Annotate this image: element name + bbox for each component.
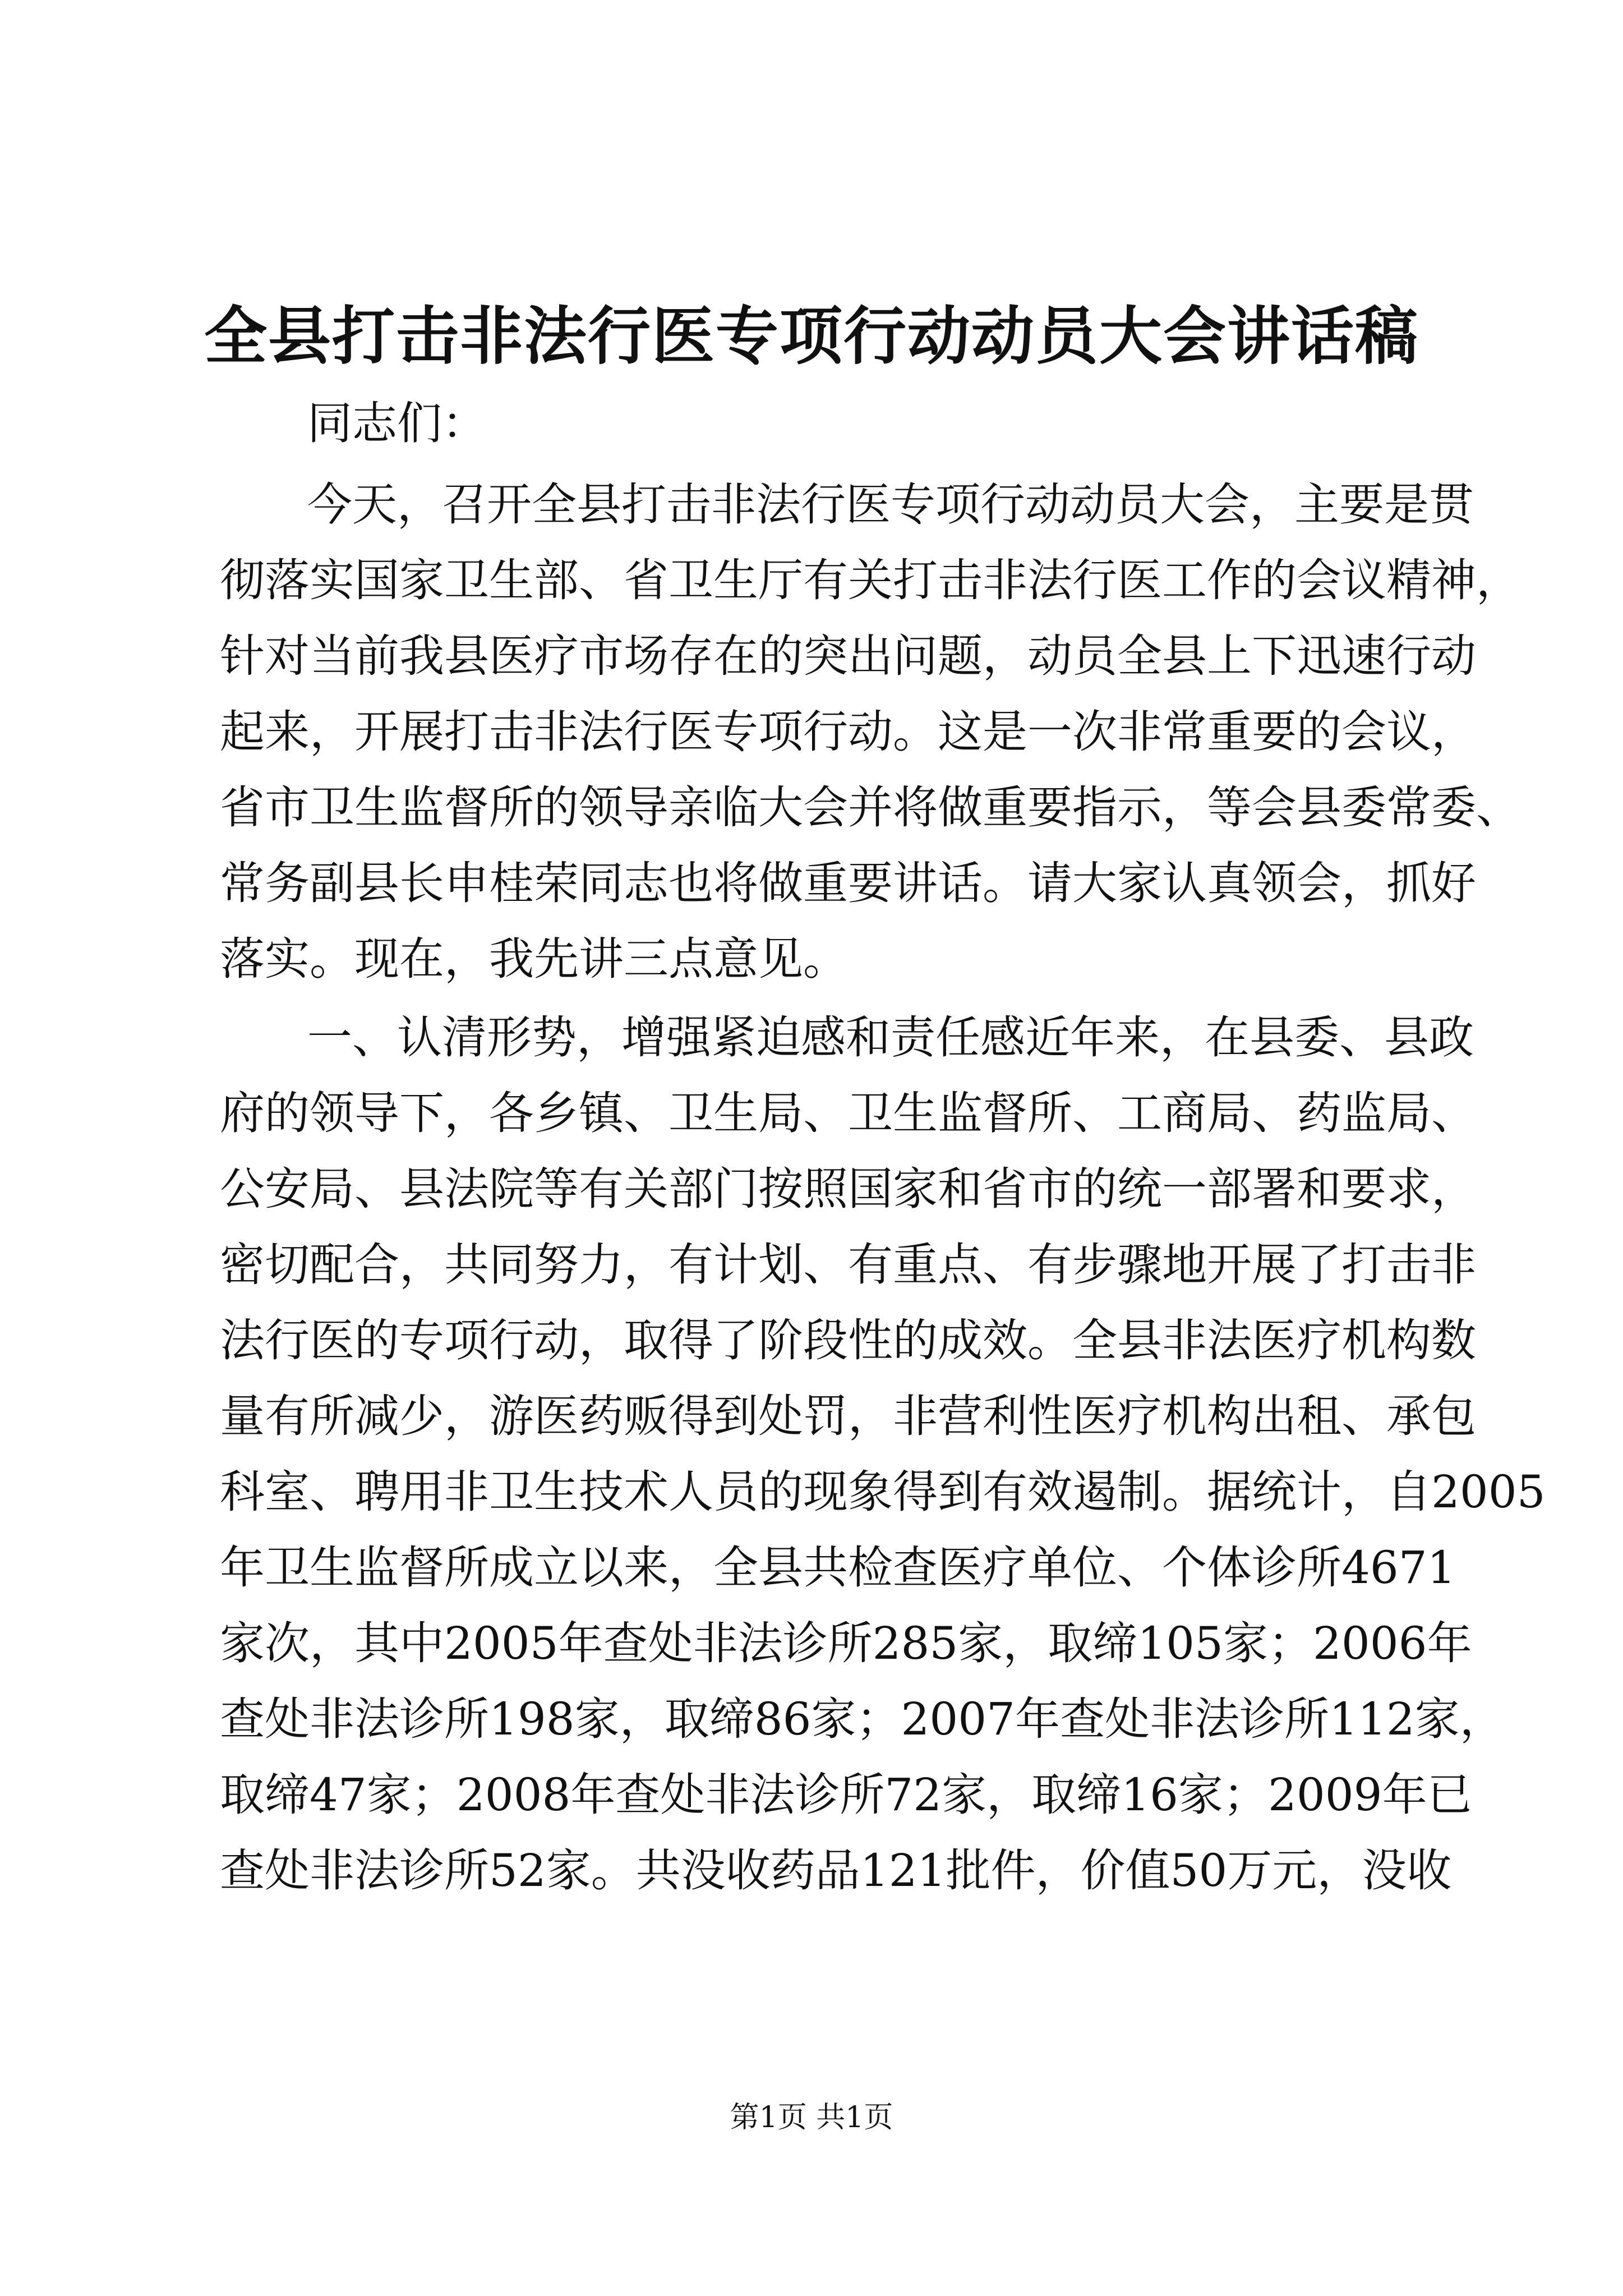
body-line: 公安局、县法院等有关部门按照国家和省市的统一部署和要求， bbox=[220, 1163, 1476, 1215]
body-line: 查处非法诊所198家，取缔86家；2007年查处非法诊所112家， bbox=[220, 1693, 1505, 1745]
body-line: 常务副县长申桂荣同志也将做重要讲话。请大家认真领会，抓好 bbox=[220, 857, 1476, 909]
section-heading-line: 一、认清形势，增强紧迫感和责任感近年来，在县委、县政 bbox=[307, 1011, 1474, 1064]
body-line: 家次，其中2005年查处非法诊所285家，取缔105家；2006年 bbox=[220, 1617, 1472, 1669]
body-line: 落实。现在，我先讲三点意见。 bbox=[220, 933, 848, 985]
document-title: 全县打击非法行医专项行动动员大会讲话稿 bbox=[204, 300, 1419, 373]
body-line: 彻落实国家卫生部、省卫生厅有关打击非法行医工作的会议精神， bbox=[220, 554, 1521, 606]
body-line: 今天，召开全县打击非法行医专项行动动员大会，主要是贯 bbox=[307, 478, 1474, 531]
body-line: 起来，开展打击非法行医专项行动。这是一次非常重要的会议， bbox=[220, 706, 1476, 758]
body-line: 密切配合，共同努力，有计划、有重点、有步骤地开展了打击非 bbox=[220, 1239, 1476, 1291]
body-line: 省市卫生监督所的领导亲临大会并将做重要指示，等会县委常委、 bbox=[220, 781, 1521, 834]
body-line bbox=[220, 1918, 1420, 1975]
body-line: 查处非法诊所52家。共没收药品121批件，价值50万元，没收 bbox=[220, 1844, 1452, 1897]
body-line: 科室、聘用非卫生技术人员的现象得到有效遏制。据统计，自2005 bbox=[220, 1466, 1546, 1518]
body-line: 法行医的专项行动，取得了阶段性的成效。全县非法医疗机构数 bbox=[220, 1314, 1476, 1366]
body-line: 量有所减少，游医药贩得到处罚，非营利性医疗机构出租、承包 bbox=[220, 1390, 1476, 1442]
body-line: 取缔47家；2008年查处非法诊所72家，取缔16家；2009年已 bbox=[220, 1769, 1472, 1821]
salutation-line: 同志们： bbox=[307, 397, 487, 449]
page-number-footer: 第1页 共1页 bbox=[730, 2101, 893, 2134]
body-line: 年卫生监督所成立以来，全县共检查医疗单位、个体诊所4671 bbox=[220, 1542, 1456, 1594]
body-line: 针对当前我县医疗市场存在的突出问题，动员全县上下迅速行动 bbox=[220, 630, 1476, 682]
body-line: 府的领导下，各乡镇、卫生局、卫生监督所、工商局、药监局、 bbox=[220, 1087, 1476, 1139]
